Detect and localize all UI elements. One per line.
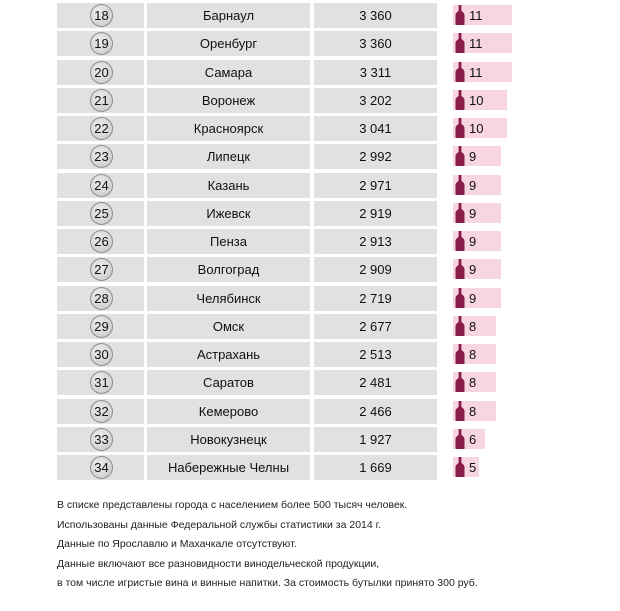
wine-bottle-icon — [455, 118, 465, 138]
city-name: Челябинск — [147, 286, 310, 311]
rank-badge: 32 — [90, 400, 113, 423]
population-value: 1 927 — [314, 427, 437, 452]
table-row — [0, 116, 620, 141]
rank-badge: 34 — [90, 456, 113, 479]
table-row — [0, 201, 620, 226]
population-value: 2 913 — [314, 229, 437, 254]
wine-bottle-icon — [455, 429, 465, 449]
city-name: Липецк — [147, 144, 310, 169]
bottles-value: 8 — [469, 403, 477, 419]
table-row — [0, 399, 620, 424]
table-row — [0, 88, 620, 113]
table-row — [0, 314, 620, 339]
footnote-line: в том числе игристые вина и винные напитки. За стоимость бутылки принято 300 руб. — [57, 577, 478, 589]
population-value: 2 971 — [314, 173, 437, 198]
rank-badge: 27 — [90, 258, 113, 281]
population-value: 2 909 — [314, 257, 437, 282]
table-row — [0, 31, 620, 56]
rank-cell — [57, 144, 144, 169]
wine-bottle-icon — [455, 146, 465, 166]
rank-cell — [57, 201, 144, 226]
footnote-line: Данные по Ярославлю и Махачкале отсутствуют. — [57, 538, 297, 550]
population-value: 3 311 — [314, 60, 437, 85]
city-name: Омск — [147, 314, 310, 339]
wine-bottle-icon — [455, 288, 465, 308]
bottles-value: 9 — [469, 262, 477, 278]
population-value: 2 719 — [314, 286, 437, 311]
city-name: Воронеж — [147, 88, 310, 113]
rank-cell — [57, 173, 144, 198]
wine-bottle-icon — [455, 33, 465, 53]
footnote-line: В списке представлены города с населением более 500 тысяч человек. — [57, 499, 408, 511]
bottles-value: 9 — [469, 149, 477, 165]
wine-bottle-icon — [455, 457, 465, 477]
table-row — [0, 60, 620, 85]
rank-badge: 25 — [90, 202, 113, 225]
bottles-value: 8 — [469, 318, 477, 334]
rank-cell — [57, 3, 144, 28]
city-name: Ижевск — [147, 201, 310, 226]
city-name: Астрахань — [147, 342, 310, 367]
city-name: Самара — [147, 60, 310, 85]
table-row — [0, 229, 620, 254]
city-name: Барнаул — [147, 3, 310, 28]
population-value: 2 466 — [314, 399, 437, 424]
population-value: 3 041 — [314, 116, 437, 141]
bottles-value: 9 — [469, 177, 477, 193]
footnote-line: Использованы данные Федеральной службы статистики за 2014 г. — [57, 518, 382, 531]
city-name: Оренбург — [147, 31, 310, 56]
table-row — [0, 257, 620, 282]
table-row — [0, 3, 620, 28]
wine-bottle-icon — [455, 62, 465, 82]
city-name: Новокузнецк — [147, 427, 310, 452]
rank-cell — [57, 229, 144, 254]
population-value: 3 202 — [314, 88, 437, 113]
rank-cell — [57, 342, 144, 367]
city-name: Кемерово — [147, 399, 310, 424]
bottles-value: 11 — [469, 8, 483, 23]
population-value: 3 360 — [314, 3, 437, 28]
city-name: Красноярск — [147, 116, 310, 141]
rank-badge: 24 — [90, 174, 113, 197]
rank-badge: 31 — [90, 371, 113, 394]
bottles-value: 9 — [469, 234, 477, 249]
city-name: Саратов — [147, 370, 310, 395]
bottles-value: 11 — [469, 36, 483, 52]
table-row — [0, 370, 620, 395]
bottles-value: 6 — [469, 431, 477, 447]
rank-badge: 29 — [90, 315, 113, 338]
bottles-value: 9 — [469, 205, 477, 221]
wine-bottle-icon — [455, 90, 465, 110]
rank-cell — [57, 31, 144, 56]
rank-cell — [57, 116, 144, 141]
rank-cell — [57, 314, 144, 339]
rank-badge: 23 — [90, 145, 113, 168]
wine-bottle-icon — [455, 344, 465, 364]
table-row — [0, 342, 620, 367]
rank-cell — [57, 399, 144, 424]
population-value: 2 677 — [314, 314, 437, 339]
bottles-value: 8 — [469, 375, 477, 391]
rank-badge: 26 — [90, 230, 113, 253]
bottles-value: 11 — [469, 64, 483, 80]
wine-bottle-icon — [455, 259, 465, 279]
rank-badge: 33 — [90, 428, 113, 451]
bottles-value: 10 — [469, 92, 484, 108]
bottles-value: 5 — [469, 460, 477, 475]
city-name: Пенза — [147, 229, 310, 254]
table-row — [0, 173, 620, 198]
wine-bottle-icon — [455, 401, 465, 421]
rank-badge: 18 — [90, 4, 113, 27]
table-row — [0, 286, 620, 311]
rank-cell — [57, 286, 144, 311]
city-name: Волгоград — [147, 257, 310, 282]
rank-cell — [57, 427, 144, 452]
rank-cell — [57, 257, 144, 282]
rank-cell — [57, 455, 144, 480]
rank-badge: 28 — [90, 287, 113, 310]
city-name: Набережные Челны — [147, 455, 310, 480]
rank-badge: 30 — [90, 343, 113, 366]
rank-badge: 20 — [90, 61, 113, 84]
population-value: 2 919 — [314, 201, 437, 226]
population-value: 2 481 — [314, 370, 437, 395]
rank-cell — [57, 60, 144, 85]
rank-badge: 22 — [90, 117, 113, 140]
population-value: 2 513 — [314, 342, 437, 367]
table-row — [0, 144, 620, 169]
bottles-value: 9 — [469, 290, 477, 306]
rank-cell — [57, 88, 144, 113]
wine-bottle-icon — [455, 5, 465, 25]
bottles-value: 8 — [469, 347, 477, 362]
footnote-line: Данные включают все разновидности винодельческой продукции, — [57, 557, 380, 570]
bottles-value: 10 — [469, 121, 484, 136]
population-value: 1 669 — [314, 455, 437, 480]
population-value: 2 992 — [314, 144, 437, 169]
table-row — [0, 455, 620, 480]
population-value: 3 360 — [314, 31, 437, 56]
table-row — [0, 427, 620, 452]
wine-bottle-icon — [455, 175, 465, 195]
wine-bottle-icon — [455, 203, 465, 223]
wine-bottle-icon — [455, 231, 465, 251]
city-name: Казань — [147, 173, 310, 198]
footnotes — [57, 496, 597, 594]
wine-bottle-icon — [455, 372, 465, 392]
rank-cell — [57, 370, 144, 395]
wine-bottle-icon — [455, 316, 465, 336]
rank-badge: 21 — [90, 89, 113, 112]
rank-badge: 19 — [90, 32, 113, 55]
